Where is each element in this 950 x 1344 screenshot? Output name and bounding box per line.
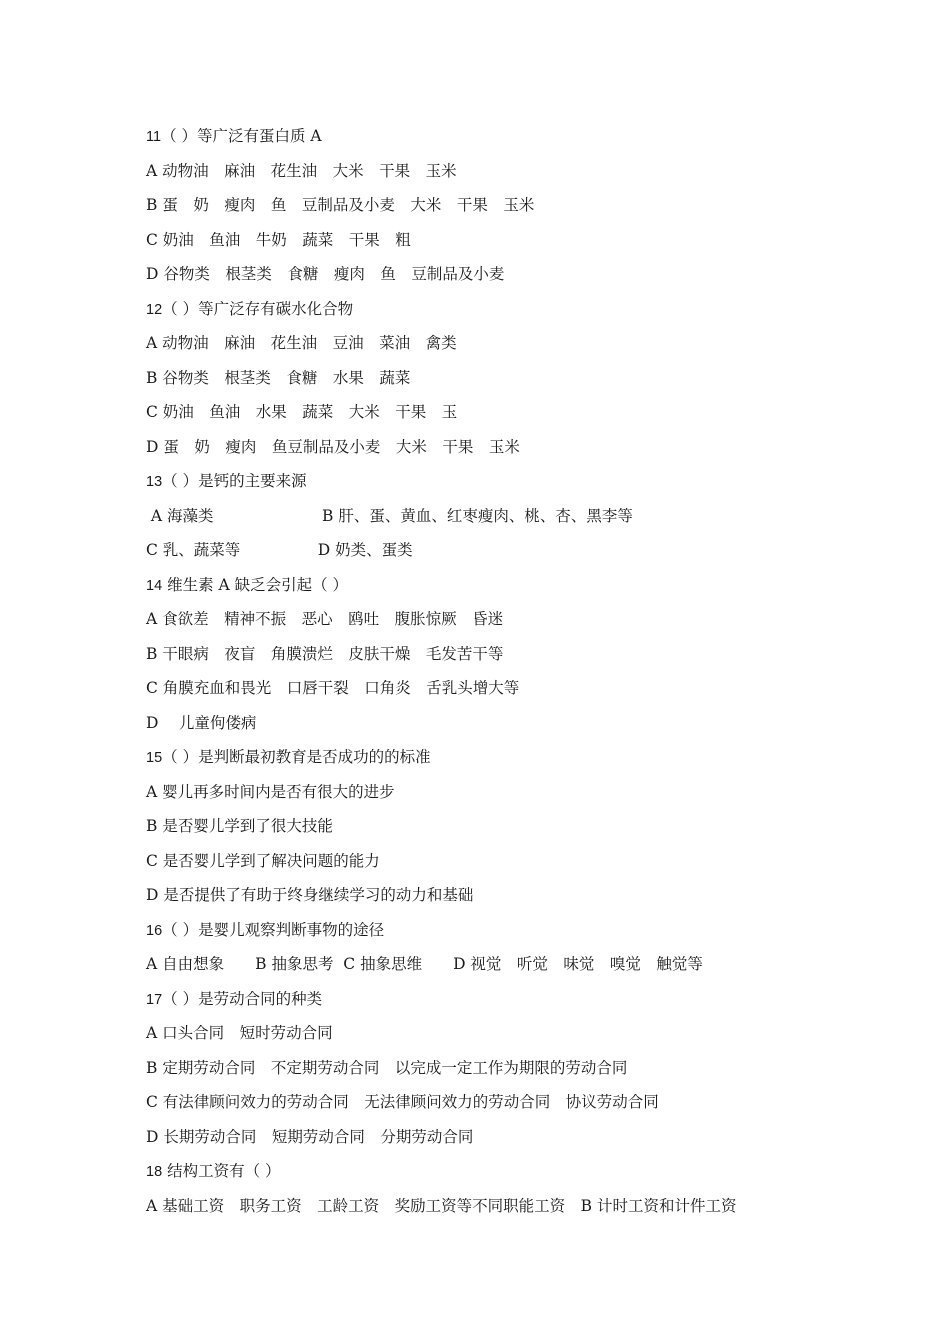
question-18 xyxy=(146,1157,846,1192)
option: B 谷物类 根茎类 食糖 水果 蔬菜 xyxy=(146,368,411,387)
question-stem: 维生素 A 缺乏会引起（ ） xyxy=(162,575,349,594)
option: C 有法律顾问效力的劳动合同 无法律顾问效力的劳动合同 协议劳动合同 xyxy=(146,1093,659,1111)
question-number: 18 xyxy=(146,1164,163,1180)
option: A 口头合同 短时劳动合同 xyxy=(146,1024,333,1042)
question-number: 11 xyxy=(146,129,162,145)
option: B 蛋 奶 瘦肉 鱼 豆制品及小麦 大米 干果 玉米 xyxy=(146,196,535,214)
option: A 基础工资 职务工资 工龄工资 奖励工资等不同职能工资 B 计时工资和计件工资 xyxy=(146,1196,737,1215)
question-13 xyxy=(146,467,846,502)
question-number: 15 xyxy=(146,750,163,766)
option: A 婴儿再多时间内是否有很大的进步 xyxy=(146,782,395,801)
option: B 干眼病 夜盲 角膜溃烂 皮肤干燥 毛发苦干等 xyxy=(146,644,504,663)
question-stem: （ ）是婴儿观察判断事物的途径 xyxy=(162,920,385,939)
question-16 xyxy=(146,916,846,951)
option: B 定期劳动合同 不定期劳动合同 以完成一定工作为期限的劳动合同 xyxy=(146,1058,628,1077)
question-11 xyxy=(146,122,846,157)
question-stem: （ ）是劳动合同的种类 xyxy=(162,989,323,1008)
question-stem: （ ）等广泛存有碳水化合物 xyxy=(162,299,354,318)
option: D 蛋 奶 瘦肉 鱼豆制品及小麦 大米 干果 玉米 xyxy=(146,437,520,456)
option: C 奶油 鱼油 水果 蔬菜 大米 干果 玉 xyxy=(146,403,458,421)
question-17 xyxy=(146,985,846,1020)
question-stem: （ ）等广泛有蛋白质 A xyxy=(161,127,322,145)
question-number: 12 xyxy=(146,301,163,318)
question-stem: 结构工资有（ ） xyxy=(162,1162,281,1180)
option: C 角膜充血和畏光 口唇干裂 口角炎 舌乳头增大等 xyxy=(146,679,520,697)
option: C 乳、蔬菜等 D 奶类、蛋类 xyxy=(146,541,413,559)
option: A 食欲差 精神不振 恶心 鸥吐 腹胀惊厥 昏迷 xyxy=(146,610,504,628)
question-number: 16 xyxy=(146,922,163,939)
question-number: 17 xyxy=(146,991,163,1008)
document-page xyxy=(146,122,846,1226)
question-15 xyxy=(146,743,846,778)
option: B 是否婴儿学到了很大技能 xyxy=(146,817,333,835)
option: D 谷物类 根茎类 食糖 瘦肉 鱼 豆制品及小麦 xyxy=(146,265,505,283)
question-stem: （ ）是判断最初教育是否成功的的标准 xyxy=(162,748,431,766)
question-stem: （ ）是钙的主要来源 xyxy=(162,472,307,490)
option: D 儿童佝偻病 xyxy=(146,713,257,732)
option: A 动物油 麻油 花生油 大米 干果 玉米 xyxy=(146,161,457,180)
option: A 自由想象 B 抽象思考 C 抽象思维 D 视觉 听觉 味觉 嗅觉 触觉等 xyxy=(146,955,703,973)
question-number: 13 xyxy=(146,474,163,490)
option: D 长期劳动合同 短期劳动合同 分期劳动合同 xyxy=(146,1127,474,1146)
option: C 奶油 鱼油 牛奶 蔬菜 干果 粗 xyxy=(146,230,411,249)
option: D 是否提供了有助于终身继续学习的动力和基础 xyxy=(146,886,474,904)
question-14 xyxy=(146,571,846,606)
option: A 海藻类 B 肝、蛋、黄血、红枣瘦肉、桃、杏、黑李等 xyxy=(146,506,633,525)
question-12 xyxy=(146,295,846,330)
option: A 动物油 麻油 花生油 豆油 菜油 禽类 xyxy=(146,334,457,352)
option: C 是否婴儿学到了解决问题的能力 xyxy=(146,851,380,870)
question-number: 14 xyxy=(146,577,163,594)
